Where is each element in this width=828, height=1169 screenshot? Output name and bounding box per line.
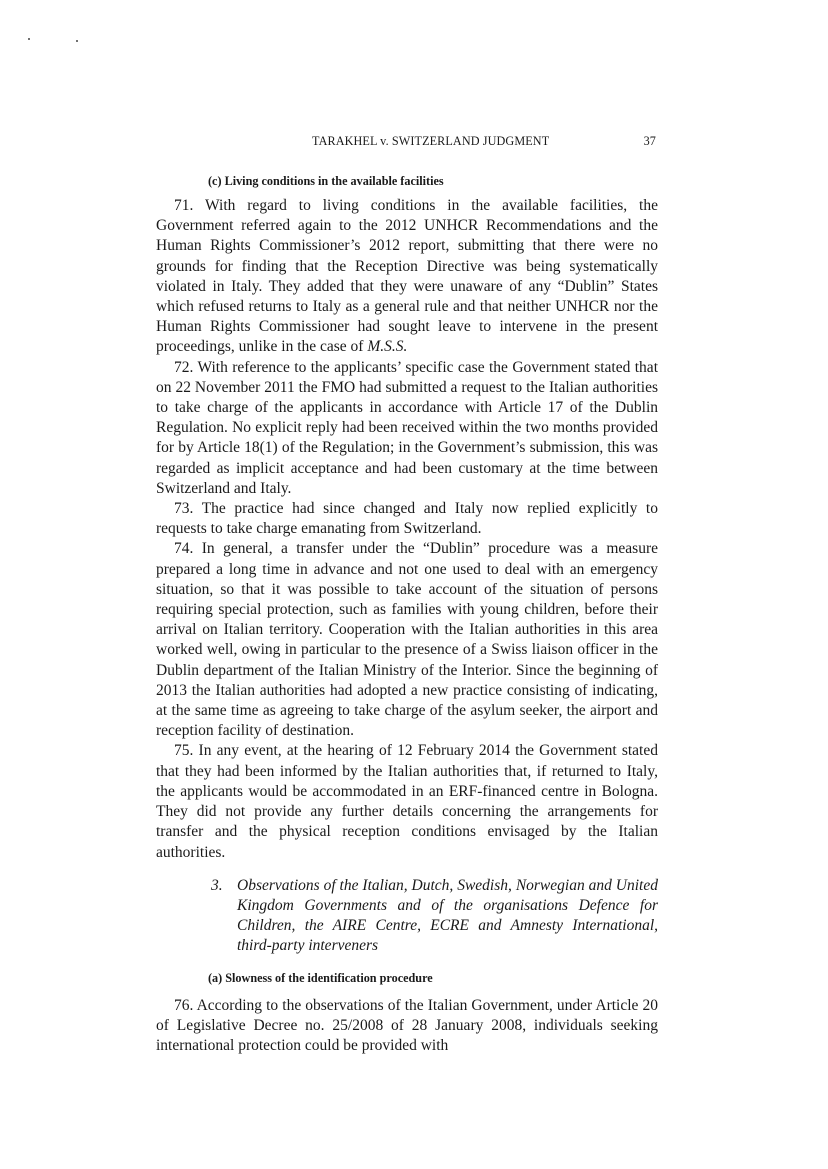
document-body [156,172,658,1056]
scan-speck [76,40,78,42]
page-number: 37 [643,134,656,148]
subheading-living-conditions: (c) Living conditions in the available facilities [208,174,444,188]
header-title: TARAKHEL v. SWITZERLAND JUDGMENT [312,134,550,148]
scan-speck [28,38,30,40]
paragraph-71: 71. With regard to living conditions in the available facilities, the Government referred again to the 2012 UNHCR Recommendations and the Human Rights Commissioner’s 2012 report, submitting that there were no grounds for finding that the Reception Directive was being systematically violated in Italy. They added that they were unaware of any “Dublin” States which refused returns to Italy as a general rule and that neither UNHCR nor the Human Rights Commissioner had sought leave to intervene in the present proceedings, unlike in the case of M.S.S. [156,197,658,356]
paragraph-74: 74. In general, a transfer under the “Dublin” procedure was a measure prepared a long time in advance and not one used to deal with an emergency situation, so that it was possible to take account of the situation of persons requiring special protection, such as families with young children, before their arrival on Italian territory. Cooperation with the Italian authorities in this area worked well, owing in particular to the presence of a Swiss liaison officer in the Dublin department of the Italian Ministry of the Interior. Since the beginning of 2013 the Italian authorities had adopted a new practice consisting of indicating, at the same time as agreeing to take charge of the asylum seeker, the airport and reception facility of destination. [156,540,658,740]
paragraph-72: 72. With reference to the applicants’ specific case the Government stated that on 22 November 2011 the FMO had submitted a request to the Italian authorities to take charge of the applicants in accordance with Article 17 of the Dublin Regulation. No explicit reply had been received within the two months provided for by Article 18(1) of the Regulation; in the Government’s submission, this was regarded as implicit acceptance and had been customary at the time between Switzerland and Italy. [156,358,658,497]
section-heading-3 [211,876,658,957]
paragraph-76: 76. According to the observations of the Italian Government, under Article 20 of Legislative Decree no. 25/2008 of 28 January 2008, individuals seeking international protection could be provided with [156,996,658,1054]
subheading-slowness: (a) Slowness of the identification procedure [208,970,433,985]
paragraph-73: 73. The practice had since changed and Italy now replied explicitly to requests to take charge emanating from Switzerland. [156,500,658,538]
section-title: Observations of the Italian, Dutch, Swedish, Norwegian and United Kingdom Governments and of the organisations Defence for Children, the AIRE Centre, ECRE and Amnesty International, third-party interveners [237,876,658,955]
section-number: 3. [211,876,223,894]
paragraph-75: 75. In any event, at the hearing of 12 February 2014 the Government stated that they had been informed by the Italian authorities that, if returned to Italy, the applicants would be accommodated in an ERF-financed centre in Bologna. They did not provide any further details concerning the arrangements for transfer and the physical reception conditions envisaged by the Italian authorities. [156,742,658,861]
